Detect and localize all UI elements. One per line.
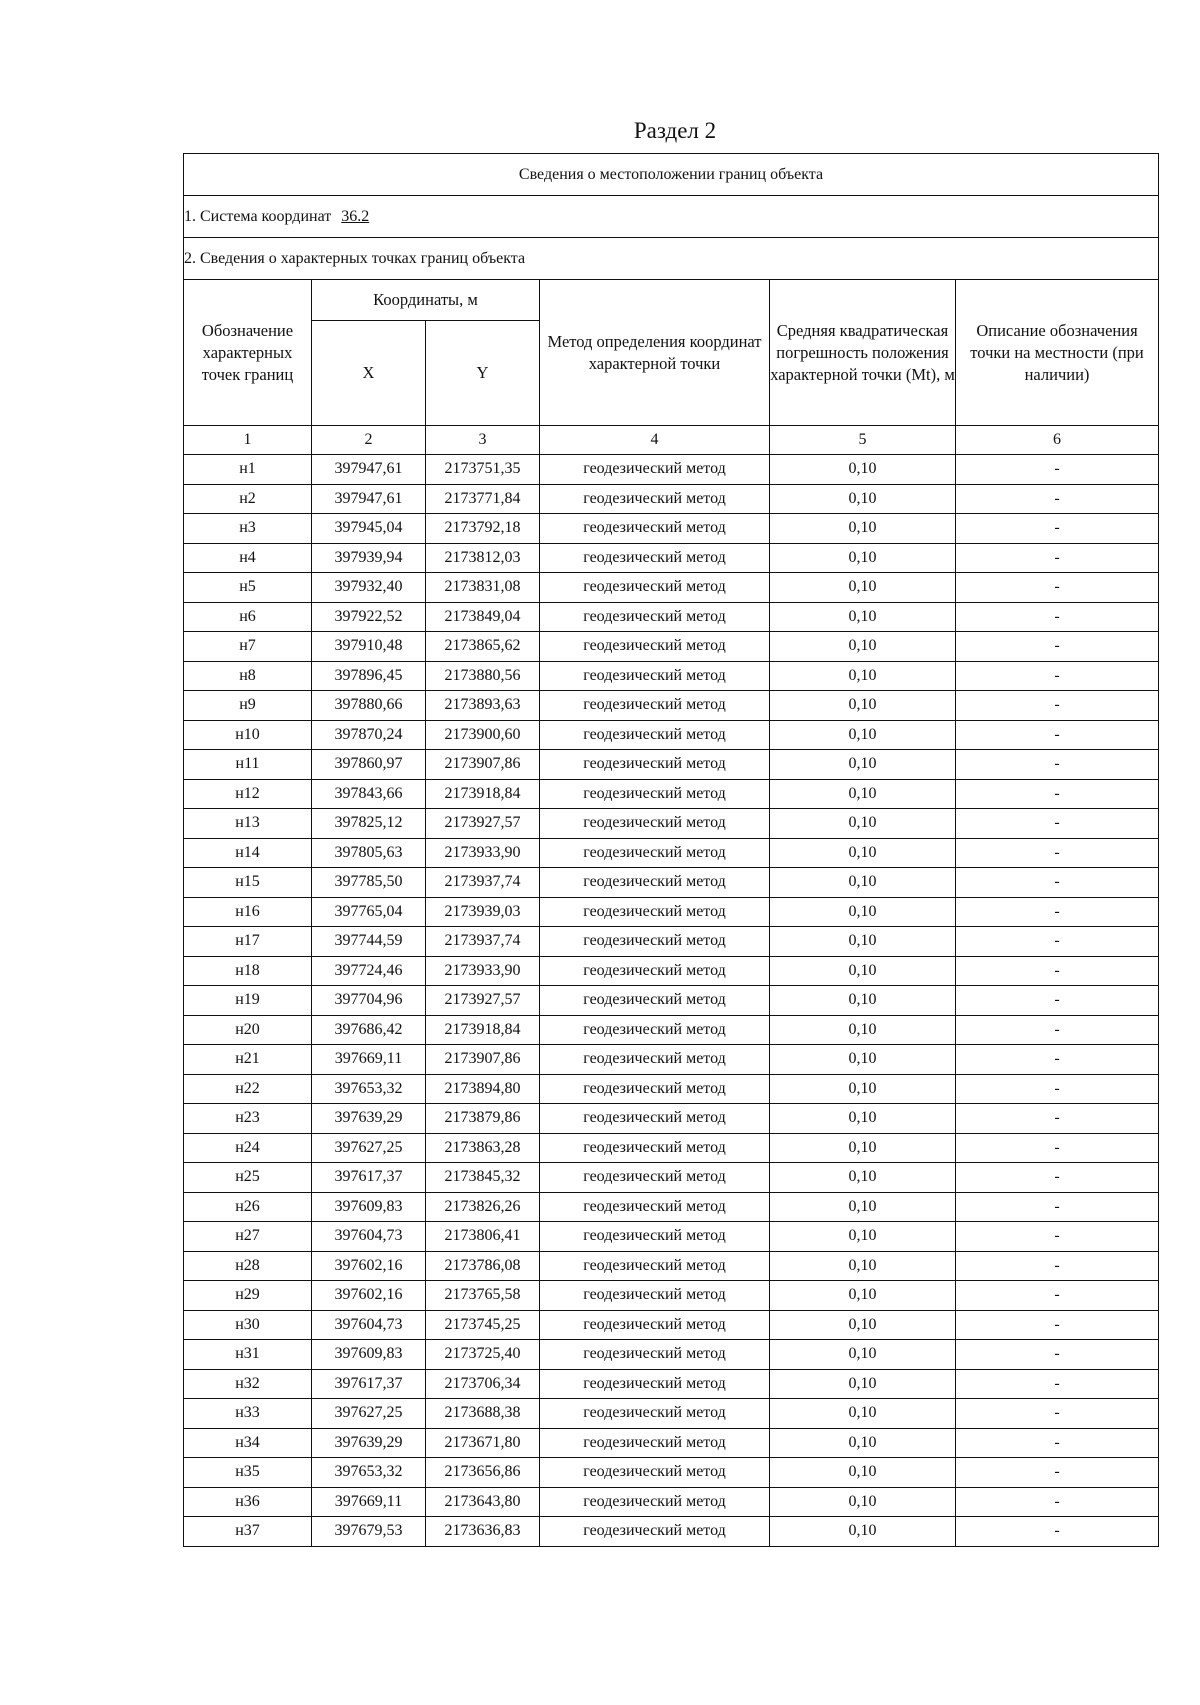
mt-value: 0,10 bbox=[770, 1281, 956, 1311]
method: геодезический метод bbox=[540, 956, 770, 986]
point-id: н17 bbox=[184, 927, 312, 957]
coord-x: 397744,59 bbox=[312, 927, 426, 957]
method: геодезический метод bbox=[540, 720, 770, 750]
table-row bbox=[184, 632, 1159, 662]
col-description-header: Описание обозначения точки на местности (при наличии) bbox=[956, 280, 1159, 426]
point-id: н37 bbox=[184, 1517, 312, 1547]
coord-x: 397932,40 bbox=[312, 573, 426, 603]
point-id: н7 bbox=[184, 632, 312, 662]
mt-value: 0,10 bbox=[770, 543, 956, 573]
coord-x: 397922,52 bbox=[312, 602, 426, 632]
method: геодезический метод bbox=[540, 986, 770, 1016]
method: геодезический метод bbox=[540, 514, 770, 544]
description: - bbox=[956, 1399, 1159, 1429]
table-row bbox=[184, 602, 1159, 632]
method: геодезический метод bbox=[540, 1340, 770, 1370]
method: геодезический метод bbox=[540, 927, 770, 957]
mt-value: 0,10 bbox=[770, 661, 956, 691]
coord-y: 2173826,26 bbox=[426, 1192, 540, 1222]
mt-value: 0,10 bbox=[770, 809, 956, 839]
point-id: н29 bbox=[184, 1281, 312, 1311]
method: геодезический метод bbox=[540, 1458, 770, 1488]
method: геодезический метод bbox=[540, 1133, 770, 1163]
description: - bbox=[956, 1369, 1159, 1399]
coord-y: 2173900,60 bbox=[426, 720, 540, 750]
point-id: н26 bbox=[184, 1192, 312, 1222]
coord-x: 397896,45 bbox=[312, 661, 426, 691]
point-id: н5 bbox=[184, 573, 312, 603]
description: - bbox=[956, 897, 1159, 927]
description: - bbox=[956, 750, 1159, 780]
column-number: 6 bbox=[956, 426, 1159, 455]
description: - bbox=[956, 1281, 1159, 1311]
coord-y: 2173765,58 bbox=[426, 1281, 540, 1311]
table-row bbox=[184, 779, 1159, 809]
description: - bbox=[956, 1251, 1159, 1281]
coord-x: 397945,04 bbox=[312, 514, 426, 544]
coord-x: 397639,29 bbox=[312, 1104, 426, 1134]
coord-y: 2173939,03 bbox=[426, 897, 540, 927]
col-designation-header: Обозначение характерных точек границ bbox=[184, 280, 312, 426]
mt-value: 0,10 bbox=[770, 1428, 956, 1458]
mt-value: 0,10 bbox=[770, 1369, 956, 1399]
coord-y: 2173643,80 bbox=[426, 1487, 540, 1517]
description: - bbox=[956, 455, 1159, 485]
description: - bbox=[956, 1133, 1159, 1163]
point-id: н34 bbox=[184, 1428, 312, 1458]
point-id: н33 bbox=[184, 1399, 312, 1429]
coord-y: 2173831,08 bbox=[426, 573, 540, 603]
col-method-header: Метод определения координат характерной точки bbox=[540, 280, 770, 426]
point-id: н8 bbox=[184, 661, 312, 691]
coord-y: 2173688,38 bbox=[426, 1399, 540, 1429]
coord-x: 397724,46 bbox=[312, 956, 426, 986]
point-id: н11 bbox=[184, 750, 312, 780]
mt-value: 0,10 bbox=[770, 691, 956, 721]
coord-x: 397653,32 bbox=[312, 1074, 426, 1104]
table-row bbox=[184, 750, 1159, 780]
coord-y: 2173845,32 bbox=[426, 1163, 540, 1193]
mt-value: 0,10 bbox=[770, 986, 956, 1016]
mt-value: 0,10 bbox=[770, 720, 956, 750]
mt-value: 0,10 bbox=[770, 1487, 956, 1517]
point-id: н15 bbox=[184, 868, 312, 898]
table-row bbox=[184, 484, 1159, 514]
coord-x: 397604,73 bbox=[312, 1310, 426, 1340]
coord-x: 397602,16 bbox=[312, 1281, 426, 1311]
coord-y: 2173812,03 bbox=[426, 543, 540, 573]
mt-value: 0,10 bbox=[770, 868, 956, 898]
description: - bbox=[956, 1163, 1159, 1193]
mt-value: 0,10 bbox=[770, 1340, 956, 1370]
point-id: н23 bbox=[184, 1104, 312, 1134]
table-row bbox=[184, 455, 1159, 485]
mt-value: 0,10 bbox=[770, 1517, 956, 1547]
col-coords-header: Координаты, м bbox=[312, 280, 540, 321]
table-row bbox=[184, 1015, 1159, 1045]
method: геодезический метод bbox=[540, 809, 770, 839]
col-x-header: X bbox=[312, 321, 426, 426]
coord-y: 2173706,34 bbox=[426, 1369, 540, 1399]
coord-x: 397805,63 bbox=[312, 838, 426, 868]
coord-y: 2173907,86 bbox=[426, 750, 540, 780]
method: геодезический метод bbox=[540, 573, 770, 603]
description: - bbox=[956, 514, 1159, 544]
method: геодезический метод bbox=[540, 779, 770, 809]
table-row bbox=[184, 661, 1159, 691]
method: геодезический метод bbox=[540, 455, 770, 485]
description: - bbox=[956, 602, 1159, 632]
mt-value: 0,10 bbox=[770, 1015, 956, 1045]
mt-value: 0,10 bbox=[770, 779, 956, 809]
table-row bbox=[184, 1074, 1159, 1104]
column-number: 5 bbox=[770, 426, 956, 455]
coord-x: 397880,66 bbox=[312, 691, 426, 721]
coord-x: 397653,32 bbox=[312, 1458, 426, 1488]
description: - bbox=[956, 484, 1159, 514]
method: геодезический метод bbox=[540, 1251, 770, 1281]
boundary-points-table bbox=[183, 153, 1159, 1547]
mt-value: 0,10 bbox=[770, 838, 956, 868]
table-row bbox=[184, 868, 1159, 898]
method: геодезический метод bbox=[540, 484, 770, 514]
coord-x: 397686,42 bbox=[312, 1015, 426, 1045]
table-row bbox=[184, 1251, 1159, 1281]
coord-y: 2173725,40 bbox=[426, 1340, 540, 1370]
point-id: н9 bbox=[184, 691, 312, 721]
point-id: н4 bbox=[184, 543, 312, 573]
coord-x: 397860,97 bbox=[312, 750, 426, 780]
coord-x: 397679,53 bbox=[312, 1517, 426, 1547]
table-row bbox=[184, 1310, 1159, 1340]
point-id: н20 bbox=[184, 1015, 312, 1045]
table-row bbox=[184, 1428, 1159, 1458]
mt-value: 0,10 bbox=[770, 632, 956, 662]
description: - bbox=[956, 838, 1159, 868]
mt-value: 0,10 bbox=[770, 1458, 956, 1488]
method: геодезический метод bbox=[540, 1487, 770, 1517]
table-row bbox=[184, 720, 1159, 750]
description: - bbox=[956, 1340, 1159, 1370]
method: геодезический метод bbox=[540, 602, 770, 632]
coord-y: 2173933,90 bbox=[426, 838, 540, 868]
method: геодезический метод bbox=[540, 1045, 770, 1075]
method: геодезический метод bbox=[540, 1015, 770, 1045]
description: - bbox=[956, 956, 1159, 986]
table-row bbox=[184, 897, 1159, 927]
coord-y: 2173863,28 bbox=[426, 1133, 540, 1163]
coord-y: 2173918,84 bbox=[426, 1015, 540, 1045]
coord-x: 397609,83 bbox=[312, 1340, 426, 1370]
coord-y: 2173786,08 bbox=[426, 1251, 540, 1281]
description: - bbox=[956, 779, 1159, 809]
method: геодезический метод bbox=[540, 1104, 770, 1134]
table-row bbox=[184, 1369, 1159, 1399]
point-id: н18 bbox=[184, 956, 312, 986]
coord-y: 2173880,56 bbox=[426, 661, 540, 691]
table-row bbox=[184, 514, 1159, 544]
coord-x: 397947,61 bbox=[312, 484, 426, 514]
col-error-header: Средняя квадратическая погрешность положения характерной точки (Mt), м bbox=[770, 280, 956, 426]
section-title: Раздел 2 bbox=[633, 118, 717, 143]
description: - bbox=[956, 1517, 1159, 1547]
coord-y: 2173751,35 bbox=[426, 455, 540, 485]
coord-y: 2173745,25 bbox=[426, 1310, 540, 1340]
coord-x: 397602,16 bbox=[312, 1251, 426, 1281]
col-y-header: Y bbox=[426, 321, 540, 426]
description: - bbox=[956, 691, 1159, 721]
point-id: н27 bbox=[184, 1222, 312, 1252]
method: геодезический метод bbox=[540, 1517, 770, 1547]
coord-x: 397910,48 bbox=[312, 632, 426, 662]
coord-y: 2173879,86 bbox=[426, 1104, 540, 1134]
method: геодезический метод bbox=[540, 543, 770, 573]
point-id: н21 bbox=[184, 1045, 312, 1075]
description: - bbox=[956, 1310, 1159, 1340]
coord-y: 2173927,57 bbox=[426, 809, 540, 839]
coord-y: 2173792,18 bbox=[426, 514, 540, 544]
table-row bbox=[184, 1133, 1159, 1163]
coord-x: 397627,25 bbox=[312, 1399, 426, 1429]
coord-x: 397825,12 bbox=[312, 809, 426, 839]
table-row bbox=[184, 1281, 1159, 1311]
mt-value: 0,10 bbox=[770, 956, 956, 986]
column-number-row bbox=[184, 426, 1159, 455]
point-id: н35 bbox=[184, 1458, 312, 1488]
point-id: н16 bbox=[184, 897, 312, 927]
method: геодезический метод bbox=[540, 1310, 770, 1340]
coord-y: 2173771,84 bbox=[426, 484, 540, 514]
coord-x: 397704,96 bbox=[312, 986, 426, 1016]
point-id: н10 bbox=[184, 720, 312, 750]
coord-y: 2173865,62 bbox=[426, 632, 540, 662]
point-id: н22 bbox=[184, 1074, 312, 1104]
coord-x: 397609,83 bbox=[312, 1192, 426, 1222]
coord-x: 397870,24 bbox=[312, 720, 426, 750]
coord-y: 2173907,86 bbox=[426, 1045, 540, 1075]
column-number: 2 bbox=[312, 426, 426, 455]
method: геодезический метод bbox=[540, 868, 770, 898]
coord-x: 397843,66 bbox=[312, 779, 426, 809]
coord-y: 2173893,63 bbox=[426, 691, 540, 721]
method: геодезический метод bbox=[540, 1163, 770, 1193]
point-id: н30 bbox=[184, 1310, 312, 1340]
description: - bbox=[956, 1104, 1159, 1134]
coord-x: 397939,94 bbox=[312, 543, 426, 573]
column-number: 4 bbox=[540, 426, 770, 455]
mt-value: 0,10 bbox=[770, 897, 956, 927]
point-id: н24 bbox=[184, 1133, 312, 1163]
coord-y: 2173671,80 bbox=[426, 1428, 540, 1458]
point-id: н6 bbox=[184, 602, 312, 632]
description: - bbox=[956, 1074, 1159, 1104]
table-row bbox=[184, 1399, 1159, 1429]
description: - bbox=[956, 1487, 1159, 1517]
description: - bbox=[956, 868, 1159, 898]
point-id: н1 bbox=[184, 455, 312, 485]
method: геодезический метод bbox=[540, 1222, 770, 1252]
mt-value: 0,10 bbox=[770, 750, 956, 780]
coord-x: 397785,50 bbox=[312, 868, 426, 898]
table-row bbox=[184, 956, 1159, 986]
coord-x: 397639,29 bbox=[312, 1428, 426, 1458]
mt-value: 0,10 bbox=[770, 1222, 956, 1252]
table-body bbox=[184, 455, 1159, 1547]
column-number: 1 bbox=[184, 426, 312, 455]
description: - bbox=[956, 927, 1159, 957]
point-id: н14 bbox=[184, 838, 312, 868]
coord-y: 2173849,04 bbox=[426, 602, 540, 632]
point-id: н25 bbox=[184, 1163, 312, 1193]
point-id: н36 bbox=[184, 1487, 312, 1517]
method: геодезический метод bbox=[540, 691, 770, 721]
method: геодезический метод bbox=[540, 661, 770, 691]
table-row bbox=[184, 809, 1159, 839]
coord-y: 2173806,41 bbox=[426, 1222, 540, 1252]
point-id: н32 bbox=[184, 1369, 312, 1399]
mt-value: 0,10 bbox=[770, 1192, 956, 1222]
table-row bbox=[184, 1192, 1159, 1222]
coord-y: 2173937,74 bbox=[426, 927, 540, 957]
description: - bbox=[956, 573, 1159, 603]
point-id: н2 bbox=[184, 484, 312, 514]
coord-x: 397617,37 bbox=[312, 1369, 426, 1399]
table-row bbox=[184, 1340, 1159, 1370]
coord-y: 2173927,57 bbox=[426, 986, 540, 1016]
point-id: н3 bbox=[184, 514, 312, 544]
point-id: н19 bbox=[184, 986, 312, 1016]
coord-x: 397947,61 bbox=[312, 455, 426, 485]
coord-system-label: 1. Система координат bbox=[184, 207, 332, 225]
coord-system-line bbox=[184, 196, 1159, 238]
method: геодезический метод bbox=[540, 1074, 770, 1104]
coord-y: 2173933,90 bbox=[426, 956, 540, 986]
method: геодезический метод bbox=[540, 1399, 770, 1429]
mt-value: 0,10 bbox=[770, 573, 956, 603]
point-id: н13 bbox=[184, 809, 312, 839]
table-row bbox=[184, 1163, 1159, 1193]
table-row bbox=[184, 986, 1159, 1016]
table-row bbox=[184, 1045, 1159, 1075]
description: - bbox=[956, 720, 1159, 750]
point-id: н28 bbox=[184, 1251, 312, 1281]
coord-x: 397604,73 bbox=[312, 1222, 426, 1252]
mt-value: 0,10 bbox=[770, 514, 956, 544]
coord-y: 2173918,84 bbox=[426, 779, 540, 809]
mt-value: 0,10 bbox=[770, 927, 956, 957]
description: - bbox=[956, 543, 1159, 573]
table-row bbox=[184, 927, 1159, 957]
description: - bbox=[956, 986, 1159, 1016]
mt-value: 0,10 bbox=[770, 1251, 956, 1281]
column-number: 3 bbox=[426, 426, 540, 455]
coord-x: 397669,11 bbox=[312, 1045, 426, 1075]
description: - bbox=[956, 809, 1159, 839]
table-row bbox=[184, 1222, 1159, 1252]
description: - bbox=[956, 1458, 1159, 1488]
method: геодезический метод bbox=[540, 750, 770, 780]
mt-value: 0,10 bbox=[770, 1163, 956, 1193]
points-heading: 2. Сведения о характерных точках границ объекта bbox=[184, 238, 1159, 280]
description: - bbox=[956, 632, 1159, 662]
description: - bbox=[956, 1428, 1159, 1458]
table-header bbox=[184, 154, 1159, 455]
method: геодезический метод bbox=[540, 838, 770, 868]
coord-x: 397669,11 bbox=[312, 1487, 426, 1517]
mt-value: 0,10 bbox=[770, 602, 956, 632]
description: - bbox=[956, 661, 1159, 691]
coord-y: 2173656,86 bbox=[426, 1458, 540, 1488]
method: геодезический метод bbox=[540, 632, 770, 662]
mt-value: 0,10 bbox=[770, 1133, 956, 1163]
table-row bbox=[184, 1104, 1159, 1134]
description: - bbox=[956, 1015, 1159, 1045]
coord-y: 2173937,74 bbox=[426, 868, 540, 898]
coord-x: 397765,04 bbox=[312, 897, 426, 927]
description: - bbox=[956, 1222, 1159, 1252]
point-id: н12 bbox=[184, 779, 312, 809]
description: - bbox=[956, 1192, 1159, 1222]
table-row bbox=[184, 1458, 1159, 1488]
mt-value: 0,10 bbox=[770, 484, 956, 514]
mt-value: 0,10 bbox=[770, 1104, 956, 1134]
method: геодезический метод bbox=[540, 1428, 770, 1458]
description: - bbox=[956, 1045, 1159, 1075]
method: геодезический метод bbox=[540, 897, 770, 927]
coord-y: 2173636,83 bbox=[426, 1517, 540, 1547]
table-row bbox=[184, 1487, 1159, 1517]
method: геодезический метод bbox=[540, 1281, 770, 1311]
table-row bbox=[184, 838, 1159, 868]
table-title: Сведения о местоположении границ объекта bbox=[184, 154, 1159, 196]
table-row bbox=[184, 1517, 1159, 1547]
method: геодезический метод bbox=[540, 1369, 770, 1399]
table-row bbox=[184, 691, 1159, 721]
table-row bbox=[184, 543, 1159, 573]
mt-value: 0,10 bbox=[770, 1045, 956, 1075]
method: геодезический метод bbox=[540, 1192, 770, 1222]
point-id: н31 bbox=[184, 1340, 312, 1370]
mt-value: 0,10 bbox=[770, 1310, 956, 1340]
mt-value: 0,10 bbox=[770, 1399, 956, 1429]
coord-y: 2173894,80 bbox=[426, 1074, 540, 1104]
coord-system-value: 36.2 bbox=[341, 207, 370, 225]
coord-x: 397627,25 bbox=[312, 1133, 426, 1163]
mt-value: 0,10 bbox=[770, 1074, 956, 1104]
table-row bbox=[184, 573, 1159, 603]
mt-value: 0,10 bbox=[770, 455, 956, 485]
coord-x: 397617,37 bbox=[312, 1163, 426, 1193]
